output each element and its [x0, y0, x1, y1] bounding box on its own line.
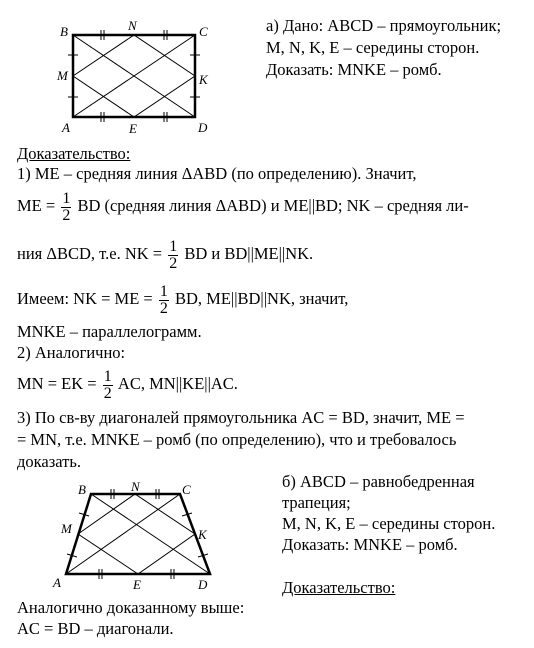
rhombus-mnke	[78, 494, 195, 574]
proof-line2-post: BD (средняя линия ΔABD) и ME||BD; NK – средняя ли-	[77, 196, 469, 215]
proof-line7-post: AC, MN||KE||AC.	[117, 374, 238, 393]
fraction-half: $\frac{1}{2}$	[62, 189, 71, 224]
proof-line4-pre: Имеем: NK = ME =	[17, 289, 153, 308]
label-e: E	[129, 121, 137, 136]
proof-line8: 3) По св-ву диагоналей прямоугольника AC = BD, значит, ME =	[17, 408, 465, 427]
label-c: C	[182, 482, 191, 497]
prove-b: Доказать: MNKE – ромб.	[282, 535, 458, 554]
proof-line2-pre: ME =	[17, 196, 56, 215]
label-c: C	[199, 24, 208, 39]
label-k: K	[199, 72, 208, 87]
proof-heading: Доказательство:	[17, 144, 131, 163]
proof-line10: доказать.	[17, 452, 82, 471]
proof-b-heading: Доказательство:	[282, 578, 396, 597]
diagonal-ac	[66, 494, 180, 574]
proof-line4-post: BD, ME||BD||NK, значит,	[174, 289, 349, 308]
proof-line6: 2) Аналогично:	[17, 343, 126, 362]
conclusion-line2: AC = BD – диагонали.	[17, 619, 174, 638]
label-a: A	[53, 575, 61, 590]
given-a-line2: M, N, K, E – середины сторон.	[266, 38, 480, 57]
label-n: N	[128, 18, 137, 33]
fraction-half: $\frac{1}{2}$	[169, 237, 178, 272]
proof-line1: 1) ME – средняя линия ΔABD (по определению). Значит,	[17, 164, 417, 183]
proof-line3-post: BD и BD||ME||NK.	[184, 244, 314, 263]
label-b: B	[60, 24, 68, 39]
conclusion-line1: Аналогично доказанному выше:	[17, 598, 245, 617]
proof-line7-pre: MN = EK =	[17, 374, 97, 393]
label-e: E	[133, 577, 141, 592]
given-a-line1: а) Дано: ABCD – прямоугольник;	[266, 16, 502, 35]
label-k: K	[198, 527, 207, 542]
label-m: M	[57, 68, 68, 83]
fraction-half: $\frac{1}{2}$	[103, 367, 112, 402]
given-b-line1: б) ABCD – равнобедренная	[282, 472, 475, 491]
label-d: D	[198, 120, 208, 135]
label-n: N	[131, 479, 140, 494]
proof-line3-pre: ния ΔBCD, т.е. NK =	[17, 244, 163, 263]
fraction-half: $\frac{1}{2}$	[159, 282, 168, 317]
diagonal-bd	[91, 494, 210, 574]
label-m: M	[61, 521, 72, 536]
trapezoid-abcd	[66, 494, 210, 574]
label-d: D	[198, 577, 208, 592]
given-b-line2: трапеция;	[282, 493, 351, 512]
proof-line9: = MN, т.е. MNKE – ромб (по определению), что и требовалось	[17, 430, 457, 449]
prove-a: Доказать: MNKE – ромб.	[266, 60, 442, 79]
given-b-line3: M, N, K, E – середины сторон.	[282, 514, 496, 533]
label-b: B	[78, 482, 86, 497]
label-a: A	[62, 120, 70, 135]
proof-line5: MNKE – параллелограмм.	[17, 322, 202, 341]
